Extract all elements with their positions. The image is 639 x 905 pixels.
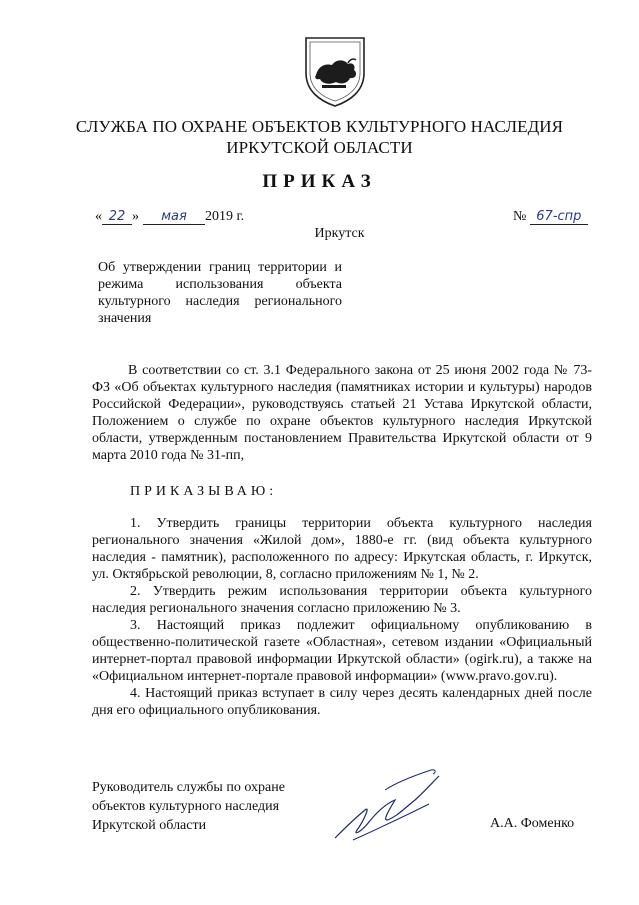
document-date: [95, 209, 244, 225]
number-value: 67-спр: [530, 209, 588, 225]
document-number: [513, 209, 588, 225]
order-items: [92, 515, 592, 719]
date-year: 2019 г.: [205, 209, 245, 224]
org-line-1: СЛУЖБА ПО ОХРАНЕ ОБЪЕКТОВ КУЛЬТУРНОГО НАСЛЕДИЯ: [75, 117, 564, 136]
date-month: мая: [143, 209, 205, 225]
order-item-2: 2. Утвердить режим использования территории объекта культурного наследия регионального значения согласно приложению № 3.: [92, 584, 592, 616]
org-line-2: ИРКУТСКОЙ ОБЛАСТИ: [226, 138, 413, 157]
date-quote-open: «: [95, 209, 102, 224]
document-subject: Об утверждении границ территории и режима использования объекта культурного наследия регионального значения: [98, 260, 342, 326]
date-day: 22: [102, 209, 132, 225]
position-line-2: объектов культурного наследия: [92, 799, 280, 814]
position-line-3: Иркутской области: [92, 818, 207, 833]
date-quote-close: »: [132, 209, 139, 224]
irkutsk-coat-of-arms-icon: [302, 35, 368, 109]
position-line-1: Руководитель службы по охране: [92, 780, 285, 795]
signer-name: А.А. Фоменко: [490, 816, 575, 831]
number-label: №: [513, 209, 527, 224]
signer-position: [92, 778, 285, 835]
order-item-3: 3. Настоящий приказ подлежит официальному опубликованию в общественно-политической газете «Областная», сетевом издании «Официальный интернет-портал правовой информации Иркутской области» (ogirk.ru), а также на «Официальном интернет-портале правовой информации» (www.pravo.gov.ru).: [92, 618, 592, 684]
city: Иркутск: [314, 226, 365, 241]
order-item-1: 1. Утвердить границы территории объекта культурного наследия регионального значения «Жилой дом», 1880-е гг. (вид объекта культурного наследия - памятник), расположенного по адресу: Иркутская область, г. Иркутск, ул. Октябрьской революции, 8, согласно приложениям № 1, № 2.: [92, 516, 592, 582]
order-item-4: 4. Настоящий приказ вступает в силу через десять календарных дней после дня его официального опубликования.: [92, 686, 592, 718]
preamble-paragraph: В соответствии со ст. 3.1 Федерального закона от 25 июня 2002 года № 73-ФЗ «Об объектах культурного наследия (памятниках истории и культуры) народов Российской Федерации», руководствуясь статьей 21 Устава Иркутской области, Положением о службе по охране объектов культурного наследия Иркутской области, утвержденным постановлением Правительства Иркутской области от 9 марта 2010 года № 31-пп,: [92, 363, 592, 463]
organization-name: [0, 116, 639, 158]
document-title: ПРИКАЗ: [262, 171, 377, 192]
order-word: ПРИКАЗЫВАЮ:: [130, 484, 278, 499]
handwritten-signature-icon: [325, 760, 445, 850]
